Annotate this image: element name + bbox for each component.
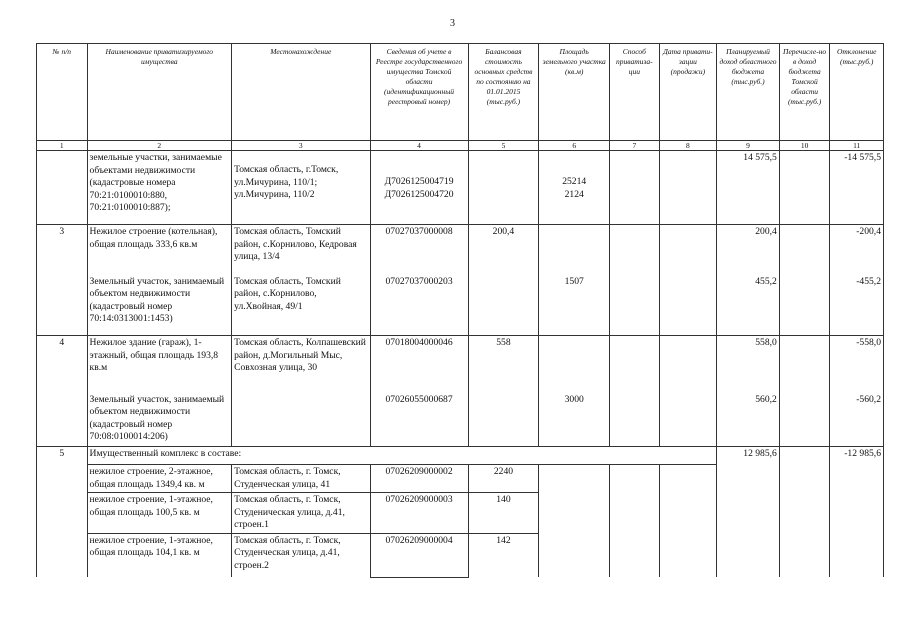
column-number: 5 bbox=[468, 141, 539, 151]
land-area-2: 2124 bbox=[564, 188, 584, 200]
deviation: -14 575,5 bbox=[830, 151, 884, 225]
item-name: земельные участки, занимаемые объектами недвижимости (кадастровые номера 70:21:0100010:880, 70:21:0100010:887); bbox=[87, 151, 232, 225]
privatization-table bbox=[36, 43, 884, 578]
balance-value: 140 bbox=[468, 493, 539, 534]
header-cell: Перечисле-но в доход бюджета Томской области (тыс.руб.) bbox=[779, 44, 830, 141]
land-area bbox=[539, 151, 610, 225]
item-location: Томская область, Томский район, с.Корнилово, Кедровая улица, 13/4 bbox=[232, 225, 370, 275]
land-area: 1507 bbox=[539, 275, 610, 336]
column-number: 9 bbox=[717, 141, 780, 151]
balance-value: 142 bbox=[468, 533, 539, 577]
header-cell: Способ приватиза-ции bbox=[610, 44, 660, 141]
registry-number: 07027037000203 bbox=[370, 275, 468, 336]
item-location: Томская область, г. Томск, Студенческая улица, д.41, строен.2 bbox=[232, 533, 370, 577]
header-cell: Сведения об учете в Реестре государственного имущества Томской области (идентификационный реестровый номер) bbox=[370, 44, 468, 141]
page-number: 3 bbox=[450, 18, 455, 29]
header-cell: Планируемый доход областного бюджета (тыс.руб.) bbox=[717, 44, 780, 141]
balance-value: 200,4 bbox=[468, 225, 539, 275]
column-number: 7 bbox=[610, 141, 660, 151]
registry-number: 07026209000004 bbox=[370, 533, 468, 577]
registry-number: 07026055000687 bbox=[370, 393, 468, 447]
planned-income: 560,2 bbox=[717, 393, 780, 447]
deviation: -12 985,6 bbox=[830, 447, 884, 465]
deviation: -455,2 bbox=[830, 275, 884, 336]
deviation: -200,4 bbox=[830, 225, 884, 275]
header-cell: Балансовая стоимость основных средств по состоянию на 01.01.2015 (тыс.руб.) bbox=[468, 44, 539, 141]
item-name: Имущественный комплекс в составе: bbox=[87, 447, 717, 465]
header-cell: Местонахождение bbox=[232, 44, 370, 141]
item-name: нежилое строение, 2-этажное, общая площадь 1349,4 кв. м bbox=[87, 465, 232, 493]
table-row bbox=[37, 393, 884, 447]
row-number: 4 bbox=[37, 336, 88, 393]
table-row bbox=[37, 465, 884, 493]
item-name: Земельный участок, занимаемый объектом недвижимости (кадастровый номер 70:08:0100014:206) bbox=[87, 393, 232, 447]
deviation: -558,0 bbox=[830, 336, 884, 393]
table-row bbox=[37, 447, 884, 465]
header-cell: № п/п bbox=[37, 44, 88, 141]
registry-number-2: Д7026125004720 bbox=[384, 188, 454, 200]
registry-number: 07018004000046 bbox=[370, 336, 468, 393]
row-number: 5 bbox=[37, 447, 88, 465]
planned-income: 12 985,6 bbox=[717, 447, 780, 465]
table-row bbox=[37, 336, 884, 393]
balance-value: 558 bbox=[468, 336, 539, 393]
planned-income: 455,2 bbox=[717, 275, 780, 336]
header-cell: Дата привати-зации (продажи) bbox=[659, 44, 717, 141]
table-row bbox=[37, 151, 884, 225]
item-location: Томская область, г. Томск, Студенческая улица, 41 bbox=[232, 465, 370, 493]
item-name: нежилое строение, 1-этажное, общая площадь 104,1 кв. м bbox=[87, 533, 232, 577]
column-number: 11 bbox=[830, 141, 884, 151]
table-row bbox=[37, 533, 884, 577]
table-row bbox=[37, 275, 884, 336]
land-area: 3000 bbox=[539, 393, 610, 447]
item-location bbox=[232, 151, 370, 225]
deviation: -560,2 bbox=[830, 393, 884, 447]
column-number: 10 bbox=[779, 141, 830, 151]
item-location: Томская область, Колпашевский район, д.Могильный Мыс, Совхозная улица, 30 bbox=[232, 336, 370, 447]
item-location: Томская область, Томский район, с.Корнилово, ул.Хвойная, 49/1 bbox=[232, 275, 370, 336]
land-area-1: 25214 bbox=[562, 176, 587, 187]
column-number: 3 bbox=[232, 141, 370, 151]
balance-value: 2240 bbox=[468, 465, 539, 493]
header-row bbox=[37, 44, 884, 141]
header-cell: Наименование приватизируемого имущества bbox=[87, 44, 232, 141]
registry-number bbox=[370, 151, 468, 225]
column-number: 1 bbox=[37, 141, 88, 151]
planned-income: 558,0 bbox=[717, 336, 780, 393]
registry-number: 07026209000002 bbox=[370, 465, 468, 493]
registry-number: 07026209000003 bbox=[370, 493, 468, 534]
column-number: 4 bbox=[370, 141, 468, 151]
registry-number-1: Д7026125004719 bbox=[384, 176, 454, 187]
table-row bbox=[37, 225, 884, 275]
header-cell: Площадь земельного участка (кв.м) bbox=[539, 44, 610, 141]
table-row bbox=[37, 493, 884, 534]
column-number: 2 bbox=[87, 141, 232, 151]
column-number: 6 bbox=[539, 141, 610, 151]
column-number-row bbox=[37, 141, 884, 151]
planned-income: 14 575,5 bbox=[717, 151, 780, 225]
registry-number: 07027037000008 bbox=[370, 225, 468, 275]
item-name: Земельный участок, занимаемый объектом недвижимости (кадастровый номер 70:14:0313001:1453) bbox=[87, 275, 232, 336]
location-text: Томская область, г.Томск, ул.Мичурина, 110/1; ул.Мичурина, 110/2 bbox=[234, 164, 339, 200]
row-number: 3 bbox=[37, 225, 88, 275]
column-number: 8 bbox=[659, 141, 717, 151]
item-name: Нежилое здание (гараж), 1-этажный, общая площадь 193,8 кв.м bbox=[87, 336, 232, 393]
planned-income: 200,4 bbox=[717, 225, 780, 275]
item-name: Нежилое строение (котельная), общая площадь 333,6 кв.м bbox=[87, 225, 232, 275]
header-cell: Отклонение (тыс.руб.) bbox=[830, 44, 884, 141]
item-location: Томская область, г. Томск, Студеническая улица, д.41, строен.1 bbox=[232, 493, 370, 534]
item-name: нежилое строение, 1-этажное, общая площадь 100,5 кв. м bbox=[87, 493, 232, 534]
